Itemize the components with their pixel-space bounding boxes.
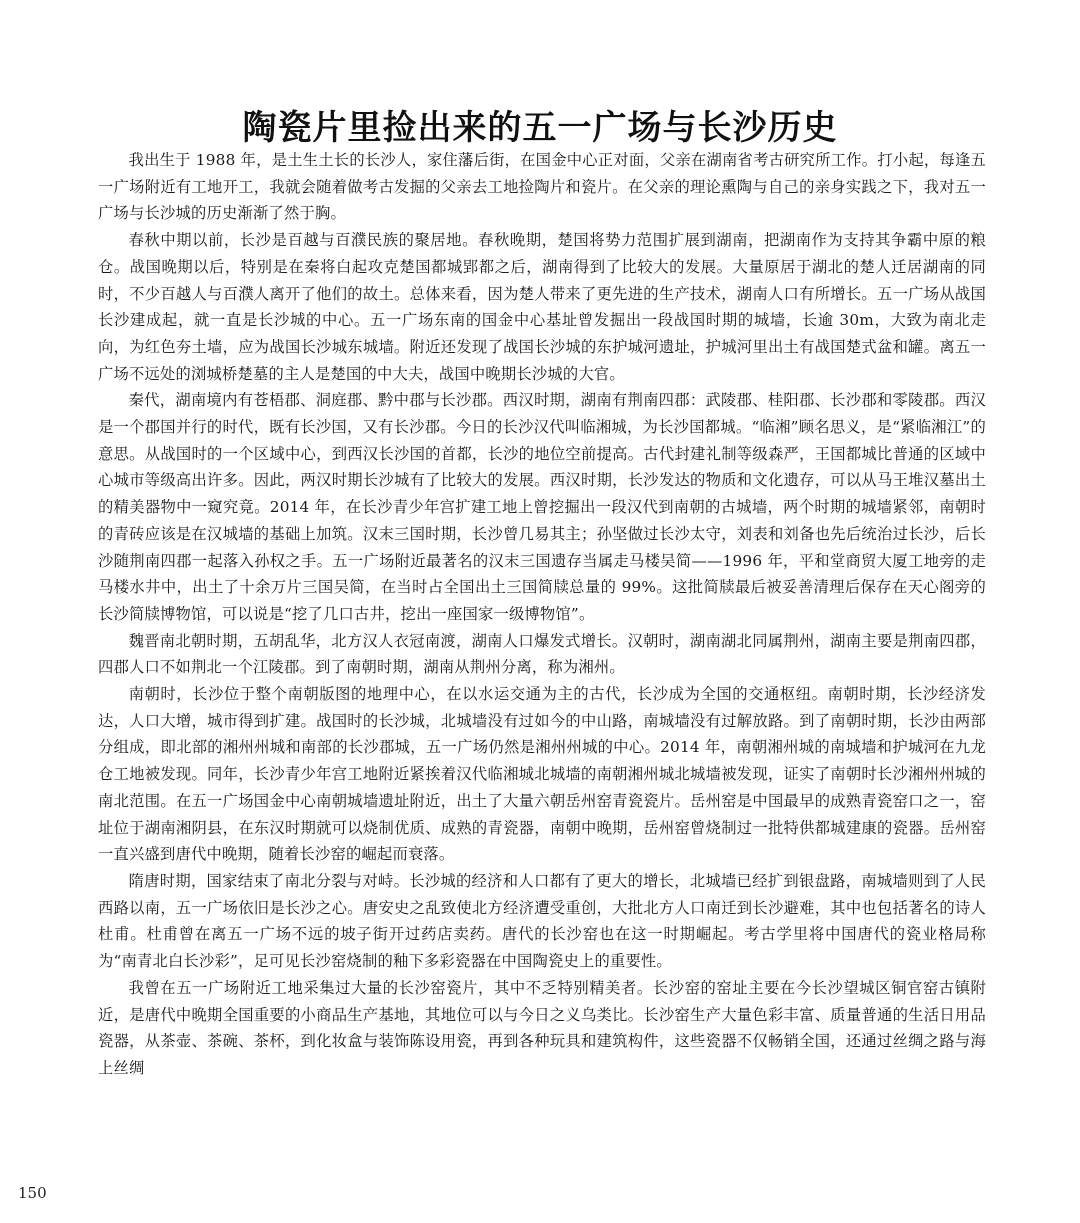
paragraph-intro: 我出生于 1988 年，是土生土长的长沙人，家住藩后街，在国金中心正对面，父亲在湖南省考古研究所工作。打小起，每逢五一广场附近有工地开工，我就会随着做考古发掘的父亲去工地捡陶片和瓷片。在父亲的理论熏陶与自己的亲身实践之下，我对五一广场与长沙城的历史渐渐了然于胸。: [98, 151, 986, 223]
paragraph-southern-dynasties: 南朝时，长沙位于整个南朝版图的地理中心，在以水运交通为主的古代，长沙成为全国的交通枢纽。南朝时期，长沙经济发达，人口大增，城市得到扩建。战国时的长沙城，北城墙没有过如今的中山路，南城墙没有过解放路。到了南朝时期，长沙由两部分组成，即北部的湘州州城和南部的长沙郡城，五一广场仍然是湘州州城的中心。2014 年，南朝湘州城的南城墙和护城河在九龙仓工地被发现。同年，长沙青少年宫工地附近紧挨着汉代临湘城北城墙的南朝湘州城北城墙被发现，证实了南朝时长沙湘州州城的南北范围。在五一广场国金中心南朝城墙遗址附近，出土了大量六朝岳州窑青瓷瓷片。岳州窑是中国最早的成熟青瓷窑口之一，窑址位于湖南湘阴县，在东汉时期就可以烧制优质、成熟的青瓷器，南朝中晚期，岳州窑曾烧制过一批特供都城建康的瓷器。岳州窑一直兴盛到唐代中晚期，随着长沙窑的崛起而衰落。: [98, 685, 986, 864]
article-body: [98, 147, 986, 1082]
article-title: 陶瓷片里捡出来的五一广场与长沙历史: [242, 107, 838, 148]
paragraph-wei-jin: 魏晋南北朝时期，五胡乱华，北方汉人衣冠南渡，湖南人口爆发式增长。汉朝时，湖南湖北同属荆州，湖南主要是荆南四郡，四郡人口不如荆北一个江陵郡。到了南朝时期，湖南从荆州分离，称为湘州。: [98, 631, 986, 677]
paragraph-spring-autumn: 春秋中期以前，长沙是百越与百濮民族的聚居地。春秋晚期，楚国将势力范围扩展到湖南，把湖南作为支持其争霸中原的粮仓。战国晚期以后，特别是在秦将白起攻克楚国都城郢都之后，湖南得到了比较大的发展。大量原居于湖北的楚人迁居湖南的同时，不少百越人与百濮人离开了他们的故土。总体来看，因为楚人带来了更先进的生产技术，湖南人口有所增长。五一广场从战国长沙建成起，就一直是长沙城的中心。五一广场东南的国金中心基址曾发掘出一段战国时期的城墙，长逾 30m，大致为南北走向，为红色夯土墙，应为战国长沙城东城墙。附近还发现了战国长沙城的东护城河遗址，护城河里出土有战国楚式盆和罐。离五一广场不远处的浏城桥楚墓的主人是楚国的中大夫，战国中晚期长沙城的大官。: [98, 231, 986, 383]
page-number: 150: [18, 1184, 47, 1202]
paragraph-changsha-kiln: 我曾在五一广场附近工地采集过大量的长沙窑瓷片，其中不乏特别精美者。长沙窑的窑址主要在今长沙望城区铜官窑古镇附近，是唐代中晚期全国重要的小商品生产基地，其地位可以与今日之义乌类比。长沙窑生产大量色彩丰富、质量普通的生活日用品瓷器，从茶壶、茶碗、茶杯，到化妆盒与装饰陈设用瓷，再到各种玩具和建筑构件，这些瓷器不仅畅销全国，还通过丝绸之路与海上丝绸: [98, 978, 986, 1077]
paragraph-sui-tang: 隋唐时期，国家结束了南北分裂与对峙。长沙城的经济和人口都有了更大的增长，北城墙已经扩到银盘路，南城墙则到了人民西路以南，五一广场依旧是长沙之心。唐安史之乱致使北方经济遭受重创，大批北方人口南迁到长沙避难，其中也包括著名的诗人杜甫。杜甫曾在离五一广场不远的坡子街开过药店卖药。唐代的长沙窑也在这一时期崛起。考古学里将中国唐代的瓷业格局称为“南青北白长沙彩”，足可见长沙窑烧制的釉下多彩瓷器在中国陶瓷史上的重要性。: [98, 871, 986, 971]
paragraph-qin-han: 秦代，湖南境内有苍梧郡、洞庭郡、黔中郡与长沙郡。西汉时期，湖南有荆南四郡：武陵郡、桂阳郡、长沙郡和零陵郡。西汉是一个郡国并行的时代，既有长沙国，又有长沙郡。今日的长沙汉代叫临湘城，为长沙国都城。“临湘”顾名思义，是“紧临湘江”的意思。从战国时的一个区域中心，到西汉长沙国的首都，长沙的地位空前提高。古代封建礼制等级森严，王国都城比普通的区域中心城市等级高出许多。因此，两汉时期长沙城有了比较大的发展。西汉时期，长沙发达的物质和文化遗存，可以从马王堆汉墓出土的精美器物中一窥究竟。2014 年，在长沙青少年宫扩建工地上曾挖掘出一段汉代到南朝的古城墙，两个时期的城墙紧邻，南朝时的青砖应该是在汉城墙的基础上加筑。汉末三国时期，长沙曾几易其主；孙坚做过长沙太守，刘表和刘备也先后统治过长沙，后长沙随荆南四郡一起落入孙权之手。五一广场附近最著名的汉末三国遗存当属走马楼吴简——1996 年，平和堂商贸大厦工地旁的走马楼水井中，出土了十余万片三国吴简，在当时占全国出土三国简牍总量的 99%。这批简牍最后被妥善清理后保存在天心阁旁的长沙简牍博物馆，可以说是“挖了几口古井，挖出一座国家一级博物馆”。: [98, 391, 986, 623]
